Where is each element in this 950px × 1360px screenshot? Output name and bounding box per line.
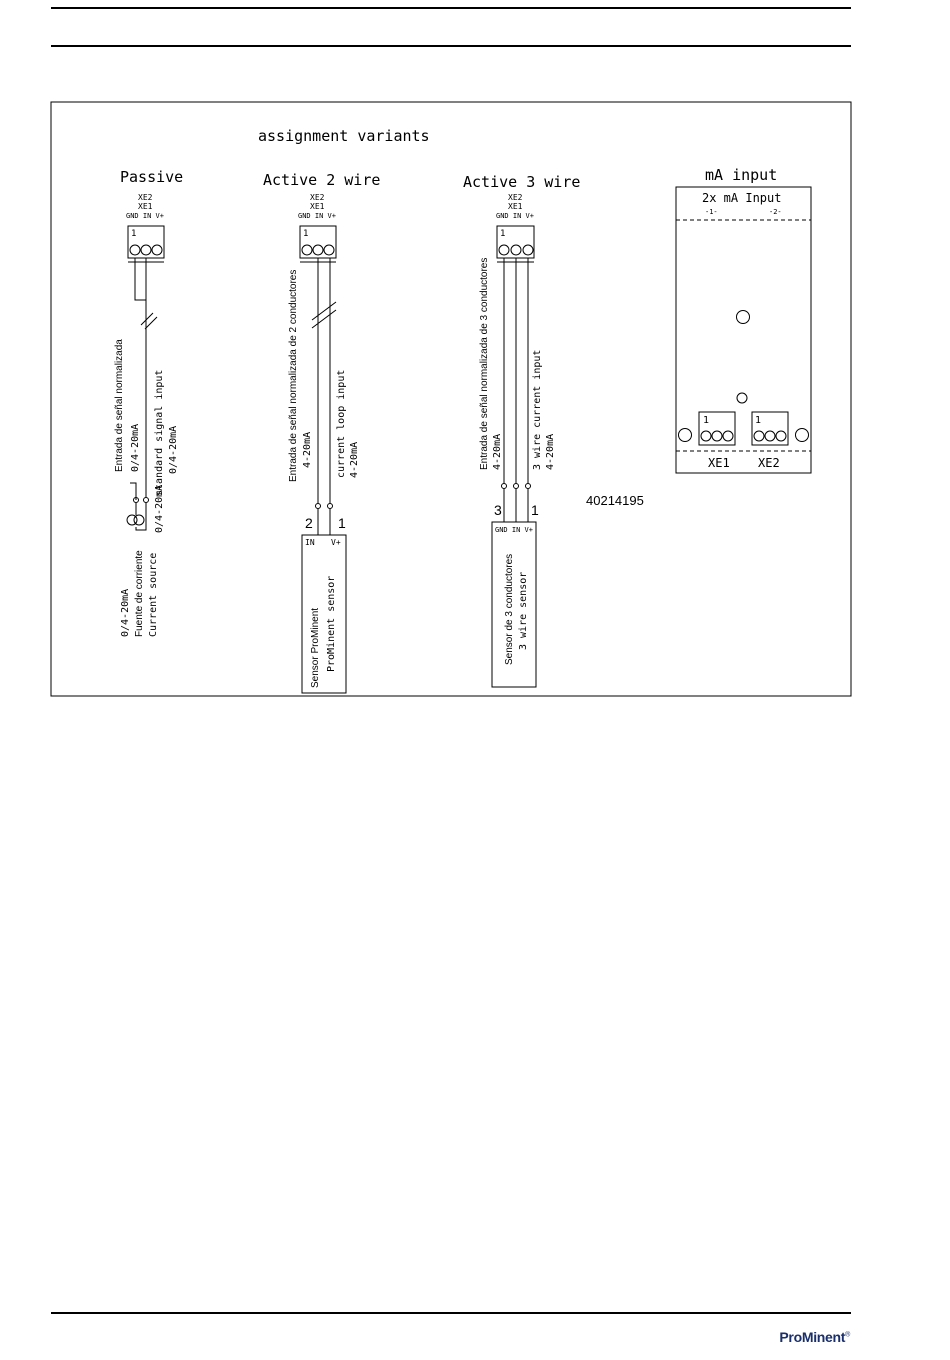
connector-pin-one: 1 — [703, 415, 710, 426]
terminal-screw — [499, 245, 509, 255]
active2-label-es: Entrada de señal normalizada de 2 conductores — [288, 269, 299, 482]
board-connector-2-label: XE2 — [758, 456, 780, 470]
terminal-screw — [511, 245, 521, 255]
board-channel-2: -2- — [769, 208, 782, 216]
terminal-xe2-label: XE2 — [310, 193, 325, 202]
passive-wiring — [127, 258, 157, 530]
passive-label-en-range: 0/4-20mA — [168, 425, 179, 474]
active3-label-en-range: 4-20mA — [545, 433, 556, 470]
terminal-screw — [302, 245, 312, 255]
terminal-xe1-label: XE1 — [310, 202, 325, 211]
board-mount-hole — [796, 429, 809, 442]
active2-label-en-range: 4-20mA — [349, 441, 360, 478]
active2-label-en: current loop input — [336, 369, 347, 478]
passive-terminal-block — [126, 193, 164, 262]
terminal-screw — [130, 245, 140, 255]
board-title: 2x mA Input — [702, 191, 782, 205]
passive-source-range: 0/4-20mA — [120, 588, 131, 637]
terminal-xe2-label: XE2 — [138, 193, 153, 202]
active3-sensor-en: 3 wire sensor — [518, 571, 529, 650]
active2-num-left: 2 — [305, 515, 313, 531]
passive-source-es: Fuente de corriente — [134, 550, 145, 637]
logo-registered-mark: ® — [845, 1331, 850, 1339]
board-channel-1: -1- — [705, 208, 718, 216]
terminal-pin-one: 1 — [500, 229, 506, 239]
connector-pin-one: 1 — [755, 415, 762, 426]
active2-sensor-es: Sensor ProMinent — [310, 607, 321, 688]
active3-heading: Active 3 wire — [463, 173, 581, 191]
board-connector-xe1 — [699, 412, 735, 445]
active3-terminal-block — [496, 193, 534, 262]
terminal-xe1-label: XE1 — [138, 202, 153, 211]
diagram-title: assignment variants — [258, 127, 430, 145]
ma-input-heading: mA input — [705, 166, 778, 184]
terminal-pins-label: GND IN V+ — [496, 212, 534, 220]
terminal-pin-one: 1 — [303, 229, 309, 239]
active2-sensor-box — [302, 535, 346, 693]
terminal-xe1-label: XE1 — [508, 202, 523, 211]
active2-variant — [263, 171, 380, 693]
terminal-pins-label: GND IN V+ — [126, 212, 164, 220]
board-connector-xe2 — [752, 412, 788, 445]
active3-num-right: 1 — [531, 502, 539, 518]
active2-sensor-en: ProMinent sensor — [326, 575, 337, 672]
passive-label-range: 0/4-20mA — [130, 423, 141, 472]
terminal-screw — [313, 245, 323, 255]
active2-num-right: 1 — [338, 515, 346, 531]
board-mount-hole — [737, 393, 747, 403]
active2-sensor-in: IN — [305, 538, 315, 547]
active3-num-left: 3 — [494, 502, 502, 518]
figure-id: 40214195 — [586, 493, 644, 508]
passive-variant — [114, 168, 183, 637]
board-connector-1-label: XE1 — [708, 456, 730, 470]
passive-heading: Passive — [120, 168, 184, 186]
terminal-pins-label: GND IN V+ — [298, 212, 336, 220]
active3-label-en: 3 wire current input — [532, 349, 543, 470]
passive-source-en: Current source — [148, 552, 159, 637]
passive-label-range-lower: 0/4-20mA — [154, 484, 165, 533]
board-mount-hole — [737, 311, 750, 324]
board-mount-hole — [679, 429, 692, 442]
terminal-xe2-label: XE2 — [508, 193, 523, 202]
active3-variant — [463, 173, 580, 687]
board-outline — [676, 187, 811, 473]
ma-input-board — [676, 166, 811, 473]
passive-label-en: standard signal input — [154, 369, 165, 496]
active2-label-range: 4-20mA — [302, 431, 313, 468]
active2-heading: Active 2 wire — [263, 171, 381, 189]
active3-label-es: Entrada de señal normalizada de 3 conductores — [479, 257, 490, 470]
active2-sensor-v: V+ — [331, 538, 341, 547]
active3-sensor-es: Sensor de 3 conductores — [504, 553, 515, 665]
active2-terminal-block — [298, 193, 336, 262]
terminal-screw — [152, 245, 162, 255]
terminal-screw — [523, 245, 533, 255]
terminal-pin-one: 1 — [131, 229, 137, 239]
footer-rule — [51, 1312, 851, 1314]
active3-sensor-pins: GND IN V+ — [495, 526, 533, 534]
active3-label-range: 4-20mA — [492, 433, 503, 470]
logo-text: ProMinent — [779, 1329, 846, 1345]
terminal-screw — [141, 245, 151, 255]
terminal-screw — [324, 245, 334, 255]
passive-label-es: Entrada de señal normalizada — [114, 339, 125, 472]
prominent-logo — [779, 1329, 850, 1345]
